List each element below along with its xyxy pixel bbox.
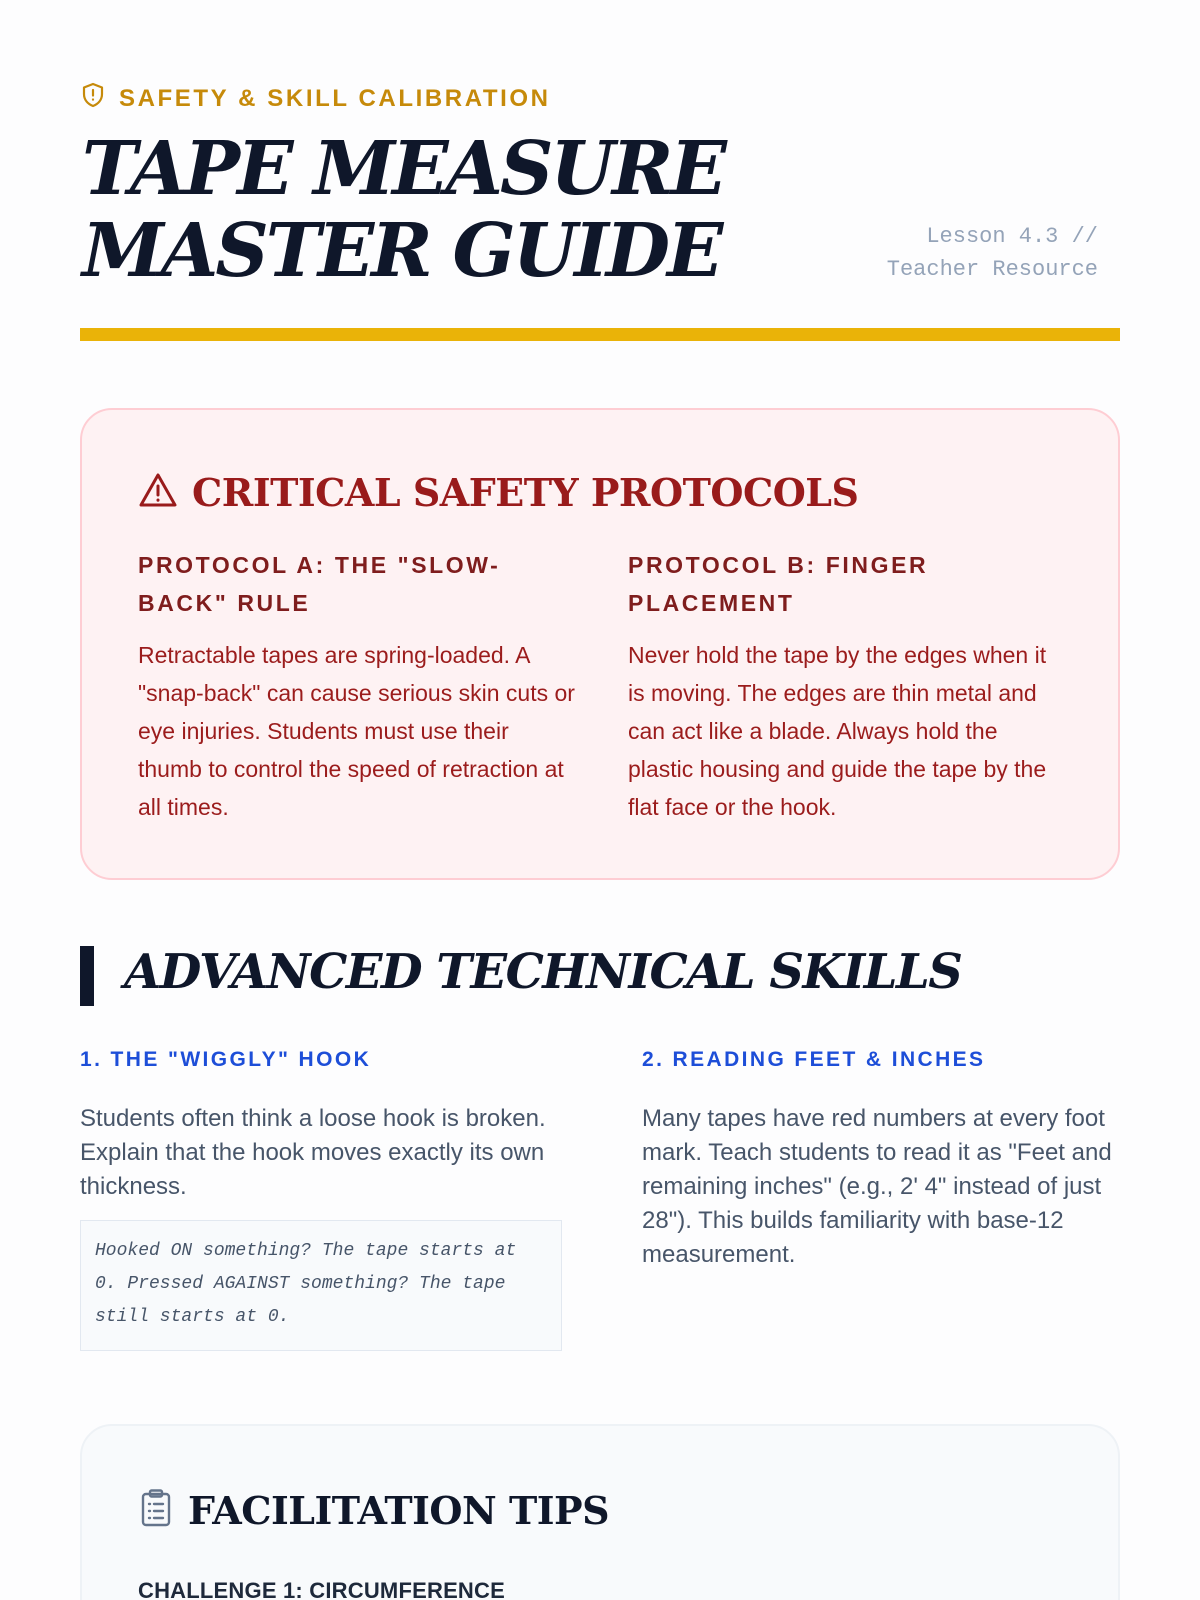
safety-title: CRITICAL SAFETY PROTOCOLS [192, 470, 859, 515]
page-title [82, 128, 802, 292]
skill-feet-inches [642, 1046, 1122, 1272]
facilitation-title: FACILITATION TIPS [188, 1488, 610, 1533]
title-line-1: TAPE MEASURE [82, 126, 724, 212]
protocol-a-body: Retractable tapes are spring-loaded. A "snap-back" can cause serious skin cuts or eye injuries. Students must use their thumb to control the speed of retraction at all times. [138, 642, 575, 820]
skill-1-note: Hooked ON something? The tape starts at 0. Pressed AGAINST something? The tape still starts at 0. [80, 1220, 562, 1351]
skill-wiggly-hook [80, 1046, 562, 1351]
header-kicker [81, 82, 551, 115]
challenge-1-title: CHALLENGE 1: CIRCUMFERENCE [138, 1578, 505, 1600]
shield-alert-icon [81, 82, 105, 115]
protocol-b-body: Never hold the tape by the edges when it is moving. The edges are thin metal and can act like a blade. Always hold the plastic housing and guide the tape by the flat face or the hook. [628, 642, 1047, 820]
safety-header [138, 470, 858, 515]
lesson-label [887, 220, 1098, 286]
lesson-line-1: Lesson 4.3 // [926, 224, 1098, 249]
skill-2-body: Many tapes have red numbers at every foot mark. Teach students to read it as "Feet and remaining inches" (e.g., 2' 4" instead of just 28"). This builds familiarity with base-12 measurement. [642, 1105, 1112, 1268]
facilitation-panel [80, 1424, 1120, 1600]
clipboard-icon [138, 1488, 174, 1533]
section-accent-bar [80, 946, 94, 1006]
kicker-text: SAFETY & SKILL CALIBRATION [119, 84, 551, 112]
title-line-2: MASTER GUIDE [82, 208, 721, 294]
safety-panel [80, 408, 1120, 880]
header-divider [80, 328, 1120, 341]
warning-triangle-icon [138, 471, 178, 514]
facilitation-header [138, 1488, 609, 1533]
protocol-b [628, 546, 1068, 826]
advanced-skills-title: ADVANCED TECHNICAL SKILLS [124, 944, 962, 1000]
skill-1-body: Students often think a loose hook is broken. Explain that the hook moves exactly its own thickness. [80, 1105, 546, 1200]
skill-2-title: 2. READING FEET & INCHES [642, 1048, 986, 1071]
protocol-a-title: PROTOCOL A: THE "SLOW-BACK" RULE [138, 552, 501, 616]
lesson-line-2: Teacher Resource [886, 257, 1098, 282]
protocol-a [138, 546, 578, 826]
skill-1-title: 1. THE "WIGGLY" HOOK [80, 1048, 372, 1071]
protocol-b-title: PROTOCOL B: FINGER PLACEMENT [628, 552, 929, 616]
